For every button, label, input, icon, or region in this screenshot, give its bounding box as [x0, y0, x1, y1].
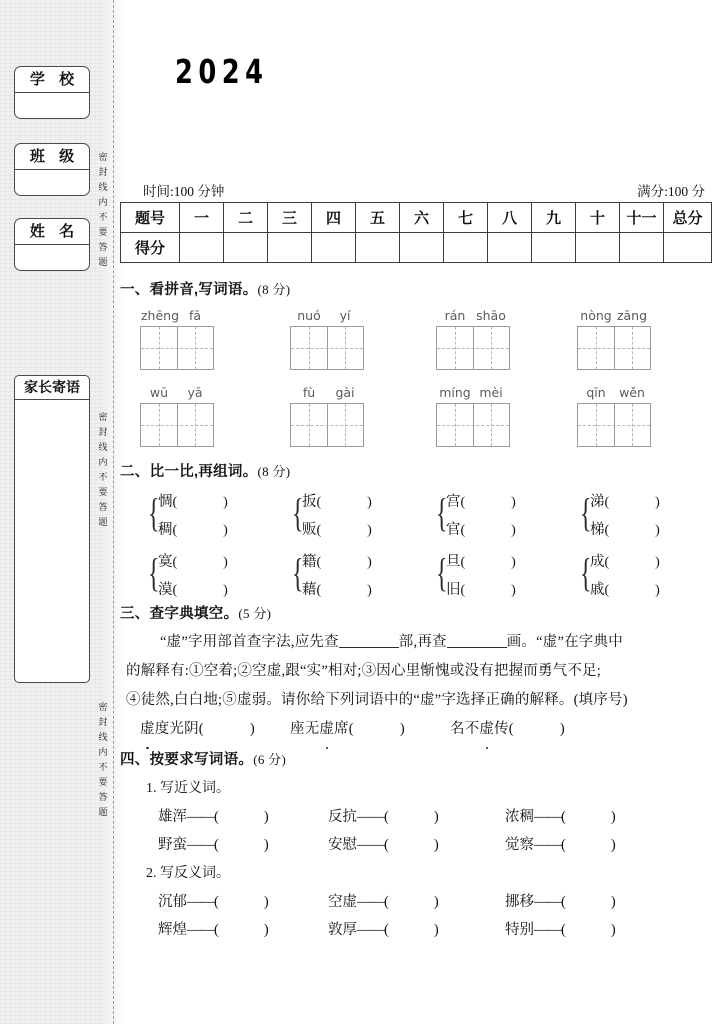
col-head-4: 四	[312, 203, 356, 233]
col-head-8: 八	[488, 203, 532, 233]
pair-row-top[interactable]: 宫( )	[446, 494, 516, 510]
pinyin-label-4: nòng zāng	[580, 308, 648, 323]
name-input-area[interactable]	[15, 245, 89, 270]
seal-dotted-line	[113, 0, 114, 1024]
pair-row-bottom[interactable]: 稠( )	[158, 522, 228, 538]
pinyin-group-2	[290, 308, 364, 370]
col-head-7: 七	[444, 203, 488, 233]
answer-blank-radical[interactable]	[339, 632, 399, 648]
word-pair-6	[292, 548, 417, 604]
score-cell-4[interactable]	[312, 233, 356, 263]
seal-text-3: 密 封 线 内 不 要 答 题	[98, 702, 108, 817]
word-pair-3	[436, 488, 561, 544]
seal-text-1: 密 封 线 内 不 要 答 题	[98, 152, 108, 267]
score-table	[120, 202, 712, 263]
pinyin-group-6	[290, 385, 364, 447]
writing-grid-1[interactable]	[140, 326, 214, 370]
col-head-11: 十一	[620, 203, 664, 233]
class-field-box[interactable]	[14, 143, 90, 196]
section-3-heading: 三、查字典填空。(5 分)	[120, 606, 272, 622]
pair-row-top[interactable]: 籍( )	[302, 554, 372, 570]
brace-icon: {	[292, 550, 304, 595]
word-pair-8	[580, 548, 705, 604]
synonym-item-2[interactable]: 反抗——( )	[328, 809, 439, 825]
antonym-item-1[interactable]: 沉郁——( )	[158, 894, 269, 910]
dictionary-line-1: “虚”字用部首查字法,应先查 部,再查 画。“虚”在字典中	[160, 634, 623, 650]
col-head-total: 总分	[664, 203, 712, 233]
pinyin-group-5	[140, 385, 214, 447]
word-pair-2	[292, 488, 417, 544]
score-cell-1[interactable]	[180, 233, 224, 263]
writing-grid-4[interactable]	[577, 326, 651, 370]
dictionary-line-2: 的解释有:①空着;②空虚,跟“实”相对;③因心里惭愧或没有把握而勇气不足;	[126, 663, 602, 679]
pinyin-label-7: míng mèi	[439, 385, 503, 400]
table-row-scores	[121, 233, 712, 263]
pinyin-group-4	[577, 308, 651, 370]
word-pair-4	[580, 488, 705, 544]
pinyin-label-6: fù gài	[302, 385, 355, 400]
pair-row-top[interactable]: 寞( )	[158, 554, 228, 570]
score-cell-9[interactable]	[532, 233, 576, 263]
antonym-item-3[interactable]: 挪移——( )	[505, 894, 616, 910]
pair-row-bottom[interactable]: 漠( )	[158, 582, 228, 598]
class-label: 班 级	[15, 144, 89, 170]
col-head-3: 三	[268, 203, 312, 233]
col-head-5: 五	[356, 203, 400, 233]
writing-grid-5[interactable]	[140, 403, 214, 447]
exam-duration: 时间:100 分钟	[143, 184, 225, 199]
score-cell-3[interactable]	[268, 233, 312, 263]
brace-icon: {	[148, 490, 160, 535]
word-pair-7	[436, 548, 561, 604]
brace-icon: {	[148, 550, 160, 595]
dictionary-line-3: ④徒然,白白地;⑤虚弱。请你给下列词语中的“虚”字选择正确的解释。(填序号)	[126, 692, 628, 708]
dictionary-idiom-3[interactable]: 名不虚传( )	[450, 715, 565, 744]
section-1-heading: 一、看拼音,写词语。(8 分)	[120, 282, 291, 298]
brace-icon: {	[580, 550, 592, 595]
pair-row-bottom[interactable]: 贩( )	[302, 522, 372, 538]
col-head-1: 一	[180, 203, 224, 233]
score-cell-7[interactable]	[444, 233, 488, 263]
synonym-item-5[interactable]: 安慰——( )	[328, 837, 439, 853]
pair-row-top[interactable]: 涕( )	[590, 494, 660, 510]
pinyin-group-8	[577, 385, 651, 447]
name-field-box[interactable]	[14, 218, 90, 271]
brace-icon: {	[436, 490, 448, 535]
score-cell-total[interactable]	[664, 233, 712, 263]
brace-icon: {	[580, 490, 592, 535]
score-cell-5[interactable]	[356, 233, 400, 263]
antonym-item-2[interactable]: 空虚——( )	[328, 894, 439, 910]
word-pair-5	[148, 548, 273, 604]
synonym-item-3[interactable]: 浓稠——( )	[505, 809, 616, 825]
writing-grid-6[interactable]	[290, 403, 364, 447]
parent-message-label: 家长寄语	[15, 376, 89, 400]
pinyin-label-5: wū yā	[149, 385, 203, 400]
synonym-item-1[interactable]: 雄浑——( )	[158, 809, 269, 825]
antonym-item-6[interactable]: 特别——( )	[505, 922, 616, 938]
exam-full-mark: 满分:100 分	[637, 184, 705, 199]
pair-row-bottom[interactable]: 官( )	[446, 522, 516, 538]
subsection-antonyms-label: 2. 写反义词。	[146, 866, 230, 881]
pair-row-top[interactable]: 惆( )	[158, 494, 228, 510]
pair-row-bottom[interactable]: 梯( )	[590, 522, 660, 538]
section-4-heading: 四、按要求写词语。(6 分)	[120, 752, 287, 768]
word-pair-1	[148, 488, 273, 544]
school-label: 学 校	[15, 67, 89, 93]
antonym-item-5[interactable]: 敦厚——( )	[328, 922, 439, 938]
score-cell-10[interactable]	[576, 233, 620, 263]
row-label-question: 题号	[121, 203, 180, 233]
score-cell-11[interactable]	[620, 233, 664, 263]
pinyin-label-2: nuó yí	[297, 308, 351, 323]
score-cell-6[interactable]	[400, 233, 444, 263]
school-input-area[interactable]	[15, 93, 89, 118]
writing-grid-7[interactable]	[436, 403, 510, 447]
seal-text-2: 密 封 线 内 不 要 答 题	[98, 412, 108, 527]
pinyin-label-3: rán shāo	[444, 308, 506, 323]
antonym-item-4[interactable]: 辉煌——( )	[158, 922, 269, 938]
pinyin-label-1: zhēng fā	[141, 308, 202, 323]
pair-row-top[interactable]: 扳( )	[302, 494, 372, 510]
school-field-box[interactable]	[14, 66, 90, 119]
pair-row-top[interactable]: 旦( )	[446, 554, 516, 570]
synonym-item-4[interactable]: 野蛮——( )	[158, 837, 269, 853]
main-content	[120, 0, 716, 1024]
exam-meta-line	[125, 180, 705, 200]
pair-row-top[interactable]: 成( )	[590, 554, 660, 570]
score-cell-8[interactable]	[488, 233, 532, 263]
col-head-9: 九	[532, 203, 576, 233]
dictionary-idiom-2[interactable]: 座无虚席( )	[290, 715, 405, 744]
pinyin-group-1	[140, 308, 214, 370]
name-label: 姓 名	[15, 219, 89, 245]
pinyin-group-7	[436, 385, 510, 447]
subsection-synonyms-label: 1. 写近义词。	[146, 781, 230, 796]
col-head-6: 六	[400, 203, 444, 233]
table-row-question-numbers	[121, 203, 712, 233]
pinyin-group-3	[436, 308, 510, 370]
writing-grid-3[interactable]	[436, 326, 510, 370]
pair-row-bottom[interactable]: 旧( )	[446, 582, 516, 598]
dictionary-idiom-1[interactable]: 虚度光阴( )	[140, 715, 255, 744]
writing-grid-2[interactable]	[290, 326, 364, 370]
pair-row-bottom[interactable]: 藉( )	[302, 582, 372, 598]
score-cell-2[interactable]	[224, 233, 268, 263]
class-input-area[interactable]	[15, 170, 89, 195]
parent-message-box[interactable]	[14, 375, 90, 683]
answer-blank-strokes[interactable]	[447, 632, 507, 648]
brace-icon: {	[436, 550, 448, 595]
pinyin-label-8: qīn wěn	[586, 385, 645, 400]
page-title: 2024	[175, 52, 269, 91]
col-head-10: 十	[576, 203, 620, 233]
writing-grid-8[interactable]	[577, 403, 651, 447]
row-label-score: 得分	[121, 233, 180, 263]
brace-icon: {	[292, 490, 304, 535]
section-2-heading: 二、比一比,再组词。(8 分)	[120, 464, 291, 480]
col-head-2: 二	[224, 203, 268, 233]
synonym-item-6[interactable]: 觉察——( )	[505, 837, 616, 853]
pair-row-bottom[interactable]: 戚( )	[590, 582, 660, 598]
